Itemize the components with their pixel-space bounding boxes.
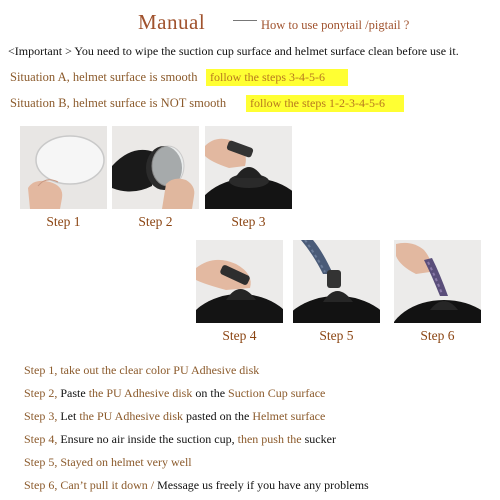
instruction-step-5: Step 5, Stayed on helmet very well [24,455,192,469]
step-6-label: Step 6 [420,328,455,343]
step-2-photo [112,126,199,209]
step-4-photo [196,240,283,323]
instruction-step-3: Step 3, Let the PU Adhesive disk pasted on the Helmet surface [24,409,326,423]
title-divider [233,20,257,21]
step-1-photo [20,126,107,209]
manual-subtitle: How to use ponytail /pigtail ? [261,18,410,32]
manual-title: Manual [138,10,206,34]
step-4-label: Step 4 [222,328,257,343]
instruction-step-6: Step 6, Can’t pull it down / Message us freely if you have any problems [24,478,369,492]
situation-b-steps: follow the steps 1-2-3-4-5-6 [246,95,404,112]
situation-a-label: Situation A, helmet surface is smooth [10,70,198,84]
situation-b-label: Situation B, helmet surface is NOT smooth [10,96,227,110]
step-2-label: Step 2 [138,214,173,229]
step-3-label: Step 3 [231,214,266,229]
instruction-step-1: Step 1, take out the clear color PU Adhesive disk [24,363,260,377]
step-5-label: Step 5 [319,328,354,343]
situation-a-steps: follow the steps 3-4-5-6 [206,69,348,86]
step-1-label: Step 1 [46,214,81,229]
instruction-step-4: Step 4, Ensure no air inside the suction cup, then push the sucker [24,432,336,446]
important-note: <Important > You need to wipe the suction cup surface and helmet surface clean before use it. [8,44,459,58]
step-5-photo [293,240,380,323]
step-6-photo [394,240,481,323]
step-3-photo [205,126,292,209]
instruction-step-2: Step 2, Paste the PU Adhesive disk on the Suction Cup surface [24,386,326,400]
